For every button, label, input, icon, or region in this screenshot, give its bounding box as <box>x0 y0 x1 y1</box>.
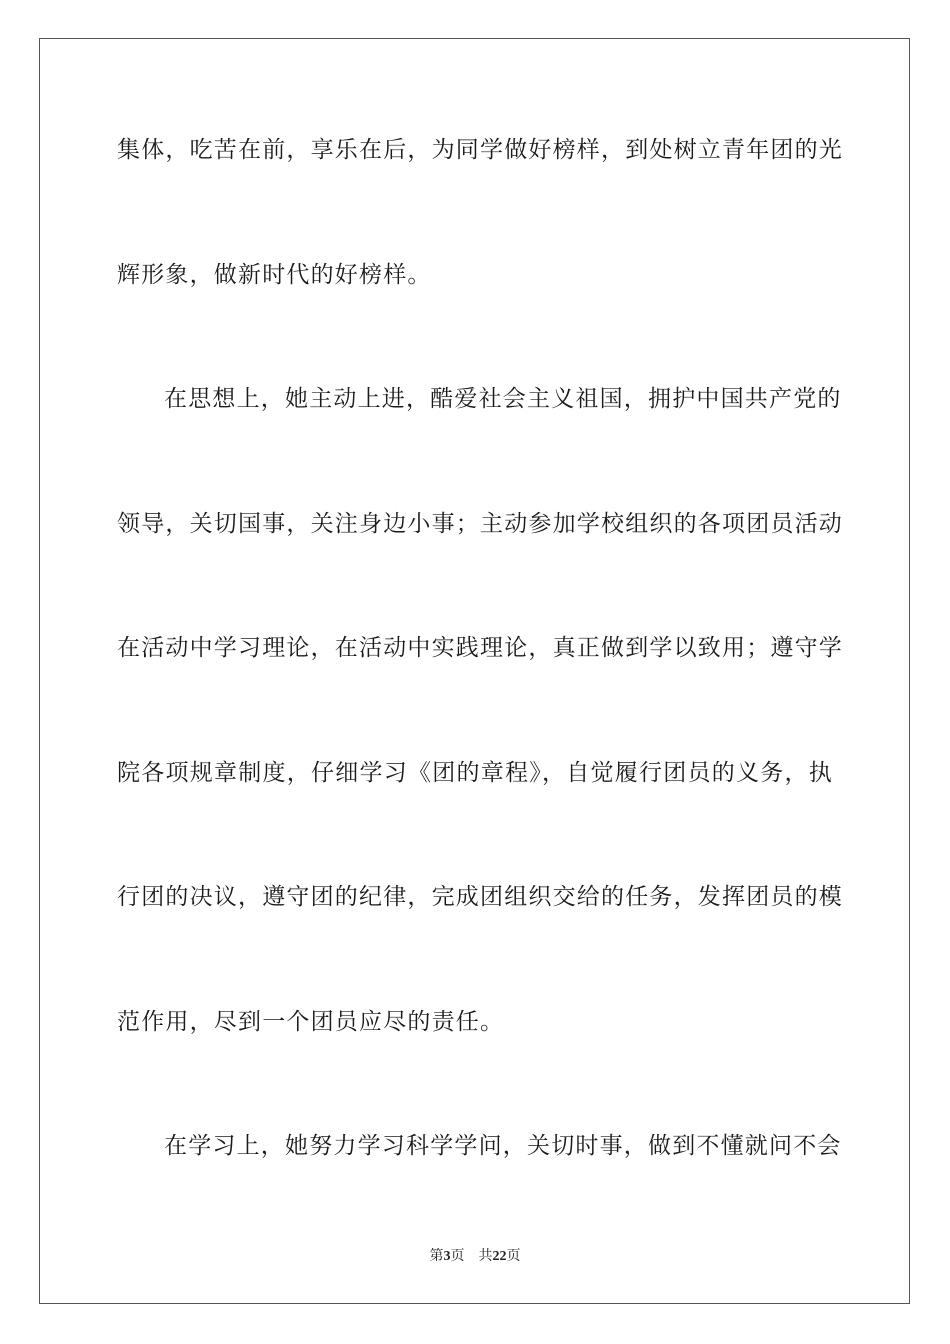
page-suffix: 页 <box>450 1248 465 1264</box>
total-suffix: 页 <box>506 1248 521 1264</box>
paragraph-start-line-3: 在思想上，她主动上进，酷爱社会主义祖国，拥护中国共产党的 <box>164 386 842 412</box>
page-footer <box>0 1247 950 1266</box>
page-border <box>39 38 910 1304</box>
body-line-5: 在活动中学习理论，在活动中实践理论，真正做到学以致用；遵守学 <box>117 635 843 661</box>
total-prefix: 共 <box>478 1248 493 1264</box>
body-line-4: 领导，关切国事，关注身边小事；主动参加学校组织的各项团员活动 <box>117 511 843 537</box>
body-line-6: 院各项规章制度，仔细学习《团的章程》，自觉履行团员的义务，执 <box>117 760 833 786</box>
paragraph-start-line-9: 在学习上，她努力学习科学学问，关切时事，做到不懂就问不会 <box>164 1133 842 1159</box>
page-number: 3 <box>443 1249 451 1264</box>
body-line-2: 辉形象，做新时代的好榜样。 <box>117 262 432 288</box>
body-line-7: 行团的决议，遵守团的纪律，完成团组织交给的任务，发挥团员的模 <box>117 884 843 910</box>
total-pages: 22 <box>492 1249 507 1264</box>
page-prefix: 第 <box>429 1248 444 1264</box>
body-line-1: 集体，吃苦在前，享乐在后，为同学做好榜样，到处树立青年团的光 <box>117 137 843 163</box>
body-line-8: 范作用，尽到一个团员应尽的责任。 <box>117 1009 505 1035</box>
